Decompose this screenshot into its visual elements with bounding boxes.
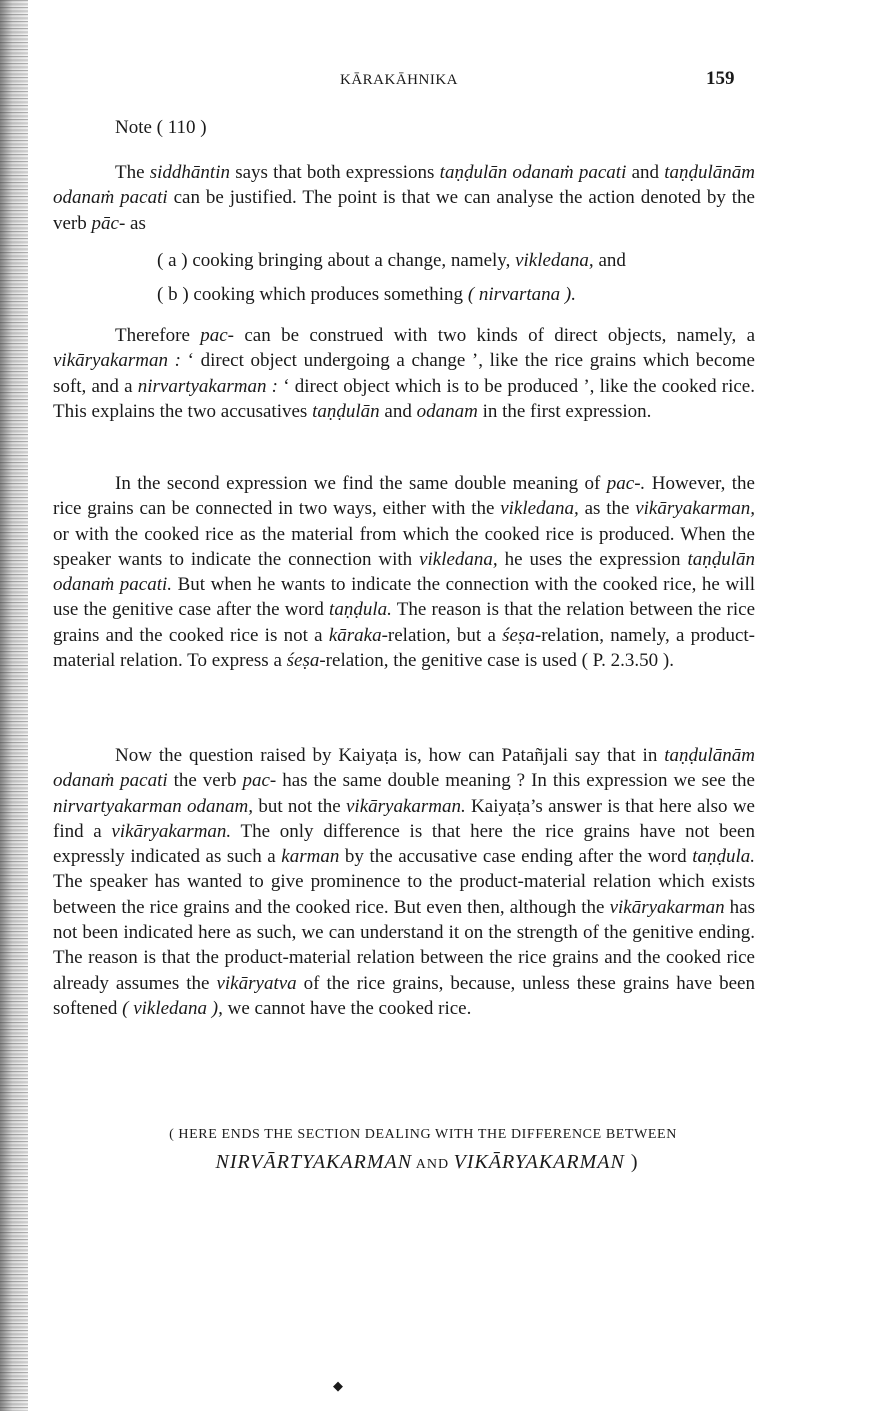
page-header [0, 68, 882, 94]
note-label: Note ( 110 ) [115, 117, 207, 138]
page-number: 159 [706, 68, 735, 89]
scanned-binding-edge [0, 0, 28, 1411]
list-item-a: ( a ) cooking bringing about a change, namely, vikledana, and [157, 250, 626, 271]
paragraph-2: Therefore pac- can be construed with two kinds of direct objects, namely, a vikāryakarman : ‘ direct object undergoing a change ’, like the rice grains which become soft, and a nirvartyakarman : ‘ direct object which is to be produced ’, like the cooked rice. This explains the two accusatives taṇḍulān and odanam in the first expression. [53, 325, 756, 422]
ornament-diamond-icon: ◆ [333, 1378, 343, 1393]
section-end-line-2: NIRVĀRTYAKARMAN AND VIKĀRYAKARMAN ) [215, 1151, 639, 1173]
paragraph-4: Now the question raised by Kaiyaṭa is, how can Patañjali say that in taṇḍulānām odanaṁ pacati the verb pac- has the same double meaning ? In this expression we see the nirvartyakarman odanam, but not the vikāryakarman. Kaiyaṭa’s answer is that here also we find a vikāryakarman. The only difference is that here the rice grains have not been expressly indicated as such a karman by the accusative case ending after the word taṇḍula. The speaker has wanted to give prominence to the product-material relation which exists between the rice grains and the cooked rice. But even then, although the vikāryakarman has not been indicated here as such, we can understand it on the strength of the genitive ending. The reason is that the product-material relation between the rice grains and the cooked rice already assumes the vikāryatva of the rice grains, because, unless these grains have been softened ( vikledana ), we cannot have the cooked rice. [53, 745, 756, 1019]
paragraph-1: The siddhāntin says that both expressions taṇḍulān odanaṁ pacati and taṇḍulānām odanaṁ pacati can be justified. The point is that we can analyse the action denoted by the verb pāc- as [53, 162, 755, 234]
paragraph-3: In the second expression we find the same double meaning of pac-. However, the rice grains can be connected in two ways, either with the vikledana, as the vikāryakarman, or with the cooked rice as the material from which the cooked rice is produced. When the speaker wants to indicate the connection with vikledana, he uses the expression taṇḍulān odanaṁ pacati. But when he wants to indicate the connection with the cooked rice, he will use the genitive case after the word taṇḍula. The reason is that the relation between the rice grains and the cooked rice is not a kāraka-relation, but a śeṣa-relation, namely, a product-material relation. To express a śeṣa-relation, the genitive case is used ( P. 2.3.50 ). [53, 473, 756, 672]
section-end-note [0, 1127, 882, 1174]
running-head: KĀRAKĀHNIKA [340, 72, 458, 88]
section-end-line-1: ( HERE ENDS THE SECTION DEALING WITH THE DIFFERENCE BETWEEN [169, 1127, 677, 1142]
list-item-b: ( b ) cooking which produces something ( nirvartana ). [157, 284, 576, 305]
action-analysis-list [157, 244, 626, 312]
